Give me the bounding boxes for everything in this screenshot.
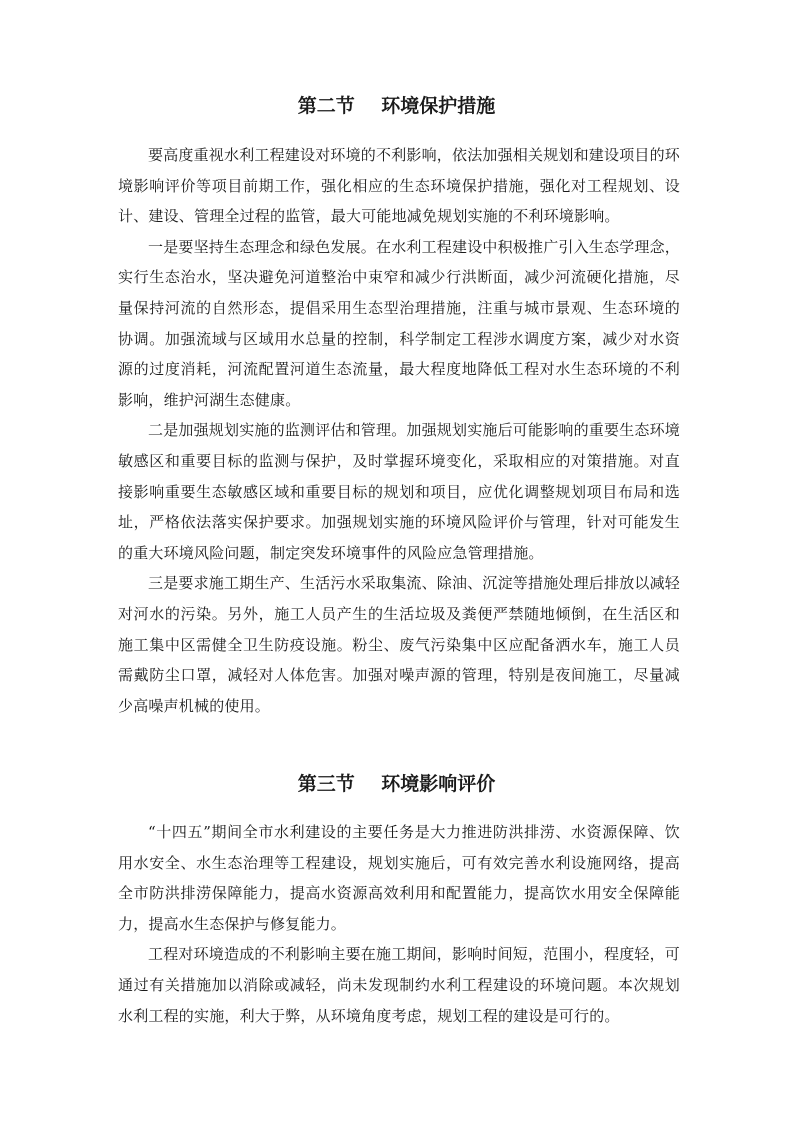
section-3-paragraph-tasks: “十四五”期间全市水利建设的主要任务是大力推进防洪排涝、水资源保障、饮用水安全、水生态治理等工程建设，规划实施后，可有效完善水利设施网络，提高全市防洪排涝保障能力，提高水资源高效利用和配置能力，提高饮水用安全保障能力，提高水生态保护与修复能力。 xyxy=(118,823,680,933)
section-2-paragraph-second: 二是加强规划实施的监测评估和管理。加强规划实施后可能影响的重要生态环境敏感区和重要目标的监测与保护，及时掌握环境变化，采取相应的对策措施。对直接影响重要生态敏感区域和重要目标的规划和项目，应优化调整规划项目布局和选址，严格依法落实保护要求。加强规划实施的环境风险评价与管理，针对可能发生的重大环境风险问题，制定突发环境事件的风险应急管理措施。 xyxy=(118,421,681,562)
section-3-body xyxy=(118,817,680,1031)
section-3-title: 第三节 环境影响评价 xyxy=(297,773,496,795)
section-2-paragraph-intro: 要高度重视水利工程建设对环境的不利影响，依法加强相关规划和建设项目的环境影响评价等项目前期工作，强化相应的生态环境保护措施，强化对工程规划、设计、建设、管理全过程的监管，最大可能地减免规划实施的不利环境影响。 xyxy=(118,146,681,226)
section-2-paragraph-first: 一是要坚持生态理念和绿色发展。在水利工程建设中积极推广引入生态学理念，实行生态治水，坚决避免河道整治中束窄和减少行洪断面，减少河流硬化措施，尽量保持河流的自然形态，提倡采用生态型治理措施，注重与城市景观、生态环境的协调。加强流域与区域用水总量的控制，科学制定工程涉水调度方案，减少对水资源的过度消耗，河流配置河道生态流量，最大程度地降低工程对水生态环境的不利影响，维护河湖生态健康。 xyxy=(118,237,681,409)
section-2-paragraph-third: 三是要求施工期生产、生活污水采取集流、除油、沉淀等措施处理后排放以减轻对河水的污染。另外，施工人员产生的生活垃圾及粪便严禁随地倾倒，在生活区和施工集中区需健全卫生防疫设施。粉尘、废气污染集中区应配备洒水车，施工人员需戴防尘口罩，减轻对人体危害。加强对噪声源的管理，特别是夜间施工，尽量减少高噪声机械的使用。 xyxy=(118,574,681,715)
section-3-paragraph-conclusion: 工程对环境造成的不利影响主要在施工期间，影响时间短，范围小，程度轻，可通过有关措施加以消除或减轻，尚未发现制约水利工程建设的环境问题。本次规划水利工程的实施，利大于弊，从环境角度考虑，规划工程的建设是可行的。 xyxy=(118,945,681,1025)
section-2-body xyxy=(118,140,680,721)
section-2-title: 第二节 环境保护措施 xyxy=(297,95,496,117)
